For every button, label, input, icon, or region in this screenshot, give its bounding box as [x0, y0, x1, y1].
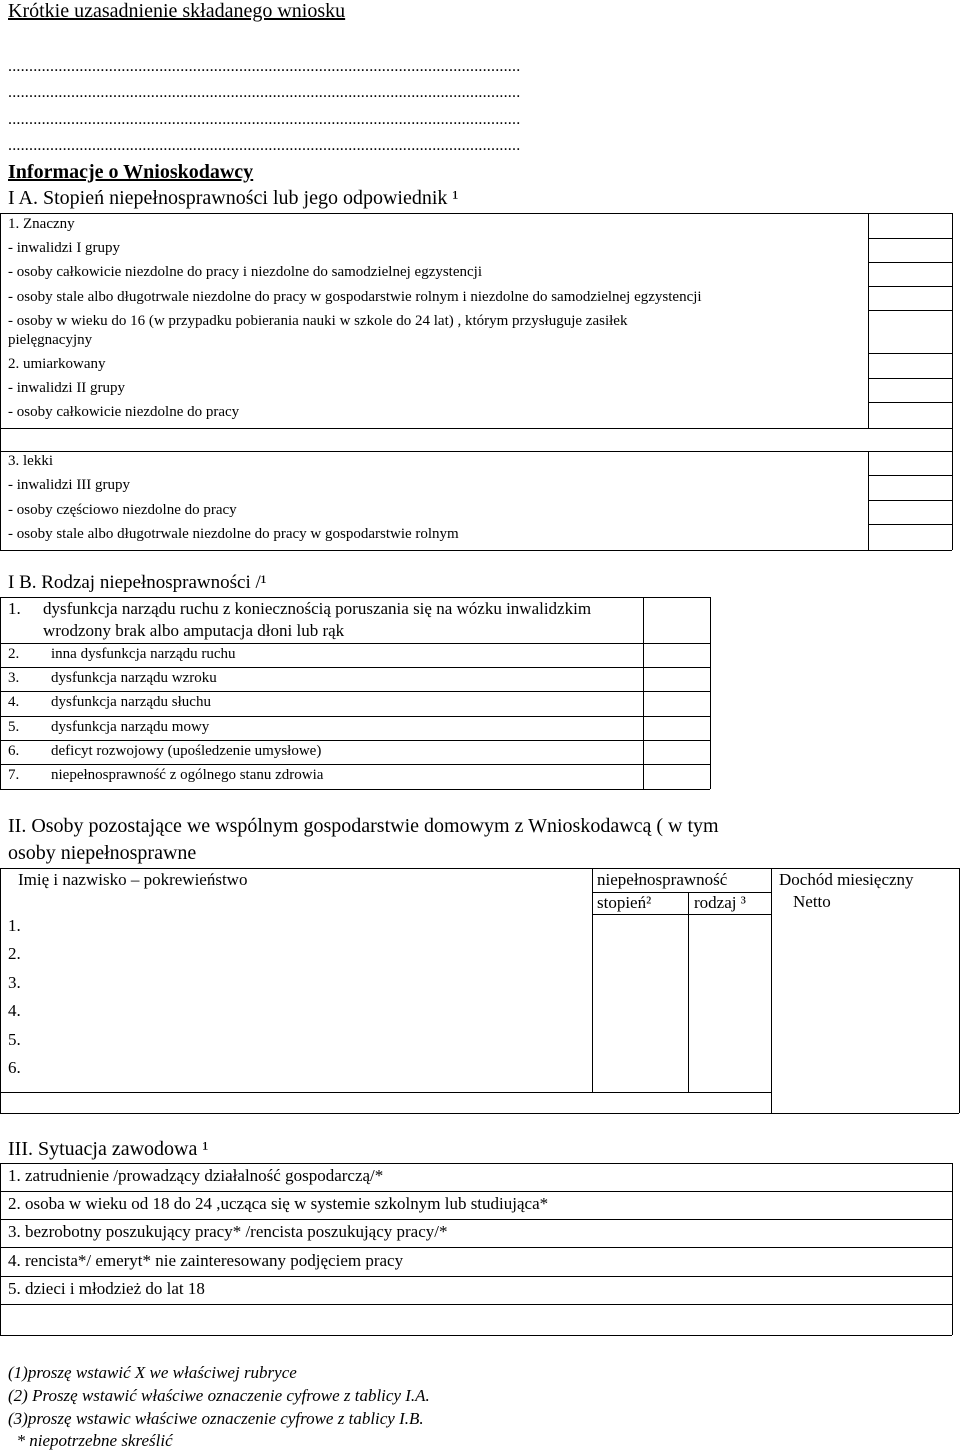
dotted-line-3: ..........................................................................................................................	[8, 111, 521, 128]
table-row: 4.	[8, 1001, 21, 1020]
list-item: - inwalidzi II grupy	[8, 380, 126, 396]
list-item: - osoby częściowo niezdolne do pracy	[8, 502, 237, 518]
list-item: - osoby stale albo długotrwale niezdolne do pracy w gospodarstwie rolnym	[8, 526, 459, 542]
ib-item-text: inna dysfunkcja narządu ruchu	[51, 646, 236, 662]
section-ia-title: I A. Stopień niepełnosprawności lub jego odpowiednik ¹	[8, 187, 459, 209]
table-row: 3.	[8, 973, 21, 992]
ib-item-num: 1.	[8, 599, 21, 618]
col-income-net-header: Netto	[793, 892, 831, 911]
degree-significant: 1. Znaczny	[8, 216, 75, 232]
section-ii-title: II. Osoby pozostające we wspólnym gospodarstwie domowym z Wnioskodawcą ( w tym	[8, 815, 719, 837]
ib-item-text: dysfunkcja narządu ruchu z koniecznością poruszania się na wózku inwalidzkim	[43, 599, 592, 618]
degree-moderate: 2. umiarkowany	[8, 356, 106, 372]
ib-item-num: 2.	[8, 646, 20, 662]
list-item: - osoby stale albo długotrwale niezdolne do pracy w gospodarstwie rolnym i niezdolne do samodzielnej egzystencji	[8, 289, 702, 305]
ib-item-num: 3.	[8, 670, 20, 686]
col-income-header: Dochód miesięczny	[779, 870, 914, 889]
footnote-3: (3)proszę wstawic właściwe oznaczenie cyfrowe z tablicy I.B.	[8, 1409, 424, 1428]
footnote-2: (2) Proszę wstawić właściwe oznaczenie cyfrowe z tablicy I.A.	[8, 1386, 430, 1405]
list-item: - osoby całkowicie niezdolne do pracy i niezdolne do samodzielnej egzystencji	[8, 264, 483, 280]
table-row: 1.	[8, 916, 21, 935]
page-title: Krótkie uzasadnienie składanego wniosku	[8, 0, 346, 22]
ib-item-num: 4.	[8, 694, 20, 710]
list-item: pielęgnacyjny	[8, 332, 93, 348]
footnote-1: (1)proszę wstawić X we właściwej rubryce	[8, 1363, 297, 1382]
degree-light: 3. lekki	[8, 453, 53, 469]
ib-item-text: dysfunkcja narządu wzroku	[51, 670, 217, 686]
list-item: - osoby całkowicie niezdolne do pracy	[8, 404, 240, 420]
section-ii-subtitle: osoby niepełnosprawne	[8, 842, 197, 864]
col-disability-header: niepełnosprawność	[597, 870, 728, 889]
employment-option: 4. rencista*/ emeryt* nie zainteresowany podjęciem pracy	[8, 1251, 404, 1270]
dotted-line-1: ..........................................................................................................................	[8, 58, 521, 75]
list-item: - inwalidzi I grupy	[8, 240, 121, 256]
section-iii-title: III. Sytuacja zawodowa ¹	[8, 1138, 209, 1160]
dotted-line-2: ..........................................................................................................................	[8, 84, 521, 101]
col-name-header: Imię i nazwisko – pokrewieństwo	[18, 870, 248, 889]
applicant-info-heading: Informacje o Wnioskodawcy	[8, 161, 254, 183]
footnote-4: * niepotrzebne skreślić	[8, 1431, 173, 1450]
ib-item-num: 6.	[8, 743, 20, 759]
col-type-header: rodzaj ³	[694, 893, 746, 912]
employment-option: 3. bezrobotny poszukujący pracy* /rencista poszukujący pracy/*	[8, 1222, 448, 1241]
table-row: 6.	[8, 1058, 21, 1077]
ib-item-text: wrodzony brak albo amputacja dłoni lub rąk	[43, 621, 345, 640]
table-row: 5.	[8, 1030, 21, 1049]
employment-option: 5. dzieci i młodzież do lat 18	[8, 1279, 205, 1298]
ib-item-text: niepełnosprawność z ogólnego stanu zdrowia	[51, 767, 324, 783]
list-item: - osoby w wieku do 16 (w przypadku pobierania nauki w szkole do 24 lat) , którym przysługuje zasiłek	[8, 313, 628, 329]
employment-option: 2. osoba w wieku od 18 do 24 ,ucząca się w systemie szkolnym lub studiująca*	[8, 1194, 549, 1213]
ib-item-text: deficyt rozwojowy (upośledzenie umysłowe)	[51, 743, 322, 759]
ib-item-num: 7.	[8, 767, 20, 783]
ib-item-num: 5.	[8, 719, 20, 735]
employment-option: 1. zatrudnienie /prowadzący działalność gospodarczą/*	[8, 1166, 384, 1185]
table-row: 2.	[8, 944, 21, 963]
list-item: - inwalidzi III grupy	[8, 477, 131, 493]
col-degree-header: stopień²	[597, 893, 652, 912]
dotted-line-4: ..........................................................................................................................	[8, 137, 521, 154]
section-ib-title: I B. Rodzaj niepełnosprawności /¹	[8, 572, 267, 593]
ib-item-text: dysfunkcja narządu mowy	[51, 719, 210, 735]
ib-item-text: dysfunkcja narządu słuchu	[51, 694, 211, 710]
